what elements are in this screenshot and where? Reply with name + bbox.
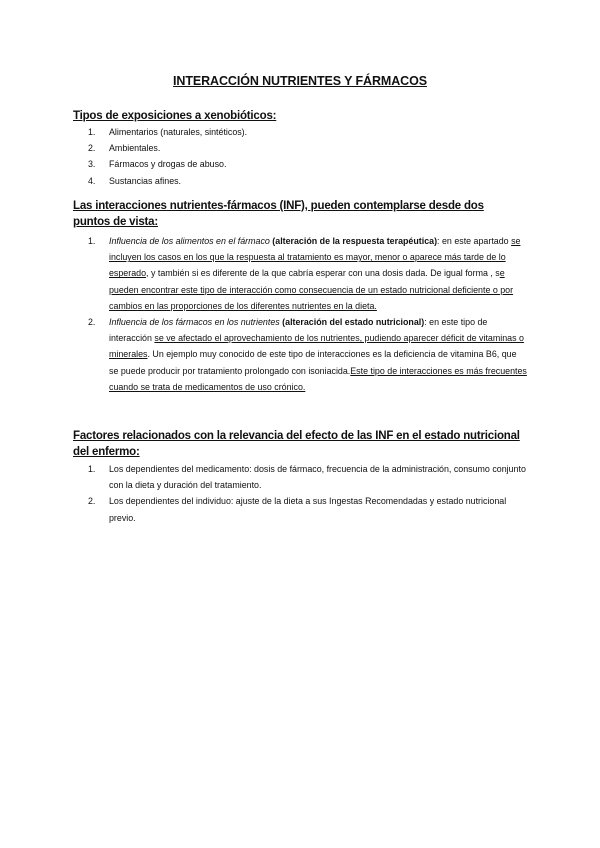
list-item: 1. Influencia de los alimentos en el fármaco (alteración de la respuesta terapéutica): en este apartado se incluyen los casos en los que la respuesta al tratamiento es mayor, menor o aparece más tarde de lo esperado, y también si es diferente de la que cabría esperar con una dosis dada. De igual forma , se pueden encontrar este tipo de interacción como consecuencia de un estado nutricional deficiente o por cambios en las proporciones de los diferentes nutrientes en la dieta. <box>88 236 521 311</box>
list-item: 4. Sustancias afines. <box>88 175 182 186</box>
section-heading-interacciones: Las interacciones nutrientes-fármacos (INF), pueden contemplarse desde dos puntos de vista: <box>73 200 484 228</box>
list-item: 1. Alimentarios (naturales, sintéticos). <box>88 127 248 137</box>
list-item: 3. Fármacos y drogas de abuso. <box>88 159 227 170</box>
list-item: 1. Los dependientes del medicamento: dosis de fármaco, frecuencia de la administración, consumo conjunto con la dieta y duración del tratamiento. <box>88 464 526 491</box>
factores-list <box>88 461 528 526</box>
exposiciones-list <box>88 124 528 189</box>
section-heading-factores: Factores relacionados con la relevancia del efecto de las INF en el estado nutricional del enfermo: <box>73 430 520 458</box>
list-item: 2. Ambientales. <box>88 143 161 154</box>
interacciones-list <box>88 233 528 395</box>
list-item: 2. Los dependientes del individuo: ajuste de la dieta a sus Ingestas Recomendadas y estado nutricional previo. <box>88 496 507 523</box>
list-item: 2. Influencia de los fármacos en los nutrientes (alteración del estado nutricional): en este tipo de interacción se ve afectado el aprovechamiento de los nutrientes, pudiendo aparecer déficit de vitaminas o minerales. Un ejemplo muy conocido de este tipo de interacciones es la deficiencia de vitamina B6, que se puede producir por tratamiento prolongado con isoniacida.Este tipo de interacciones es más frecuentes cuando se trata de medicamentos de uso crónico. <box>88 317 527 392</box>
document-title: INTERACCIÓN NUTRIENTES Y FÁRMACOS <box>173 74 427 88</box>
section-heading-exposiciones: Tipos de exposiciones a xenobióticos: <box>73 110 277 122</box>
